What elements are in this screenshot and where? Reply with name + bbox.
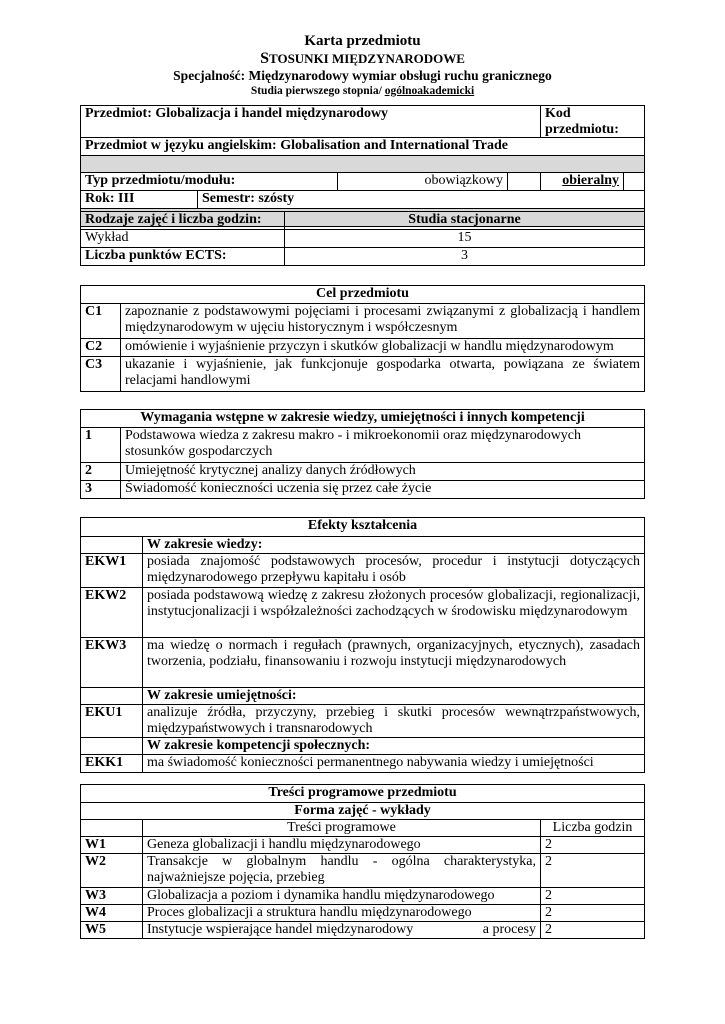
lecture-hours: 15 — [285, 230, 645, 248]
study-level-prefix: Studia pierwszego stopnia/ — [250, 85, 385, 97]
card-title: Karta przedmiotu — [304, 33, 421, 49]
lecture-label: Wykład — [81, 230, 285, 248]
goal-code: C2 — [81, 339, 121, 357]
program-content-left: Instytucje wspierające handel międzynarodowy — [147, 922, 414, 937]
program-table — [80, 784, 645, 939]
program-code-header-empty — [81, 820, 143, 837]
outcome-code: EKK1 — [81, 755, 143, 773]
program-content: Transakcje w globalnym handlu - ogólna charakterystyka, najważniejsze pojęcia, przebieg — [143, 854, 541, 888]
subject-info-table — [80, 105, 645, 227]
goal-text: ukazanie i wyjaśnienie, jak funkcjonuje gospodarka otwarta, powiązana ze światem relacjami handlowymi — [121, 357, 645, 392]
study-profile: ogólnoakademicki — [384, 85, 475, 97]
requirement-text: Świadomość konieczności uczenia się przez całe życie — [121, 481, 645, 499]
outcome-code: EKW1 — [81, 554, 143, 588]
subject-title — [0, 50, 725, 68]
outcome-code-empty — [81, 738, 143, 755]
hours-table — [80, 211, 645, 266]
goal-text: omówienie i wyjaśnienie przyczyn i skutków globalizacji w handlu międzynarodowym — [121, 339, 645, 357]
subject-name: Przedmiot: Globalizacja i handel międzynarodowy — [81, 106, 541, 138]
outcome-code-empty — [81, 688, 143, 705]
type-elective-checkbox — [624, 173, 645, 191]
skills-header: W zakresie umiejętności: — [143, 688, 645, 705]
program-hours: 2 — [541, 922, 645, 939]
outcome-code-empty — [81, 537, 143, 554]
type-label: Typ przedmiotu/modułu: — [81, 173, 338, 191]
program-content-right: a procesy — [482, 922, 536, 937]
goal-code: C1 — [81, 304, 121, 339]
outcome-text: ma świadomość konieczności permanentnego nabywania wiedzy i umiejętności — [143, 755, 645, 773]
semester: Semestr: szósty — [198, 191, 645, 209]
requirements-table — [80, 409, 645, 499]
study-mode: Studia stacjonarne — [285, 212, 645, 230]
type-mandatory: obowiązkowy — [338, 173, 508, 191]
requirement-code: 1 — [81, 428, 121, 463]
program-code: W1 — [81, 837, 143, 854]
program-hours: 2 — [541, 837, 645, 854]
program-hours: 2 — [541, 888, 645, 905]
outcome-text: posiada podstawową wiedzę z zakresu złożonych procesów globalizacji, regionalizacji, instytucjonalizacji i współzależności zachodzących w środowisku międzynarodowym — [143, 588, 645, 638]
program-form: Forma zajęć - wykłady — [81, 803, 645, 820]
goal-text: zapoznanie z podstawowymi pojęciami i procesami związanymi z globalizacją i handlem międzynarodowym w ujęciu historycznym i współczesnym — [121, 304, 645, 339]
requirement-code: 2 — [81, 463, 121, 481]
outcome-text: ma wiedzę o normach i regułach (prawnych, organizacyjnych, etycznych), zasadach tworzenia, podziału, finansowaniu i rozwoju instytucji międzynarodowych — [143, 638, 645, 688]
program-content: Geneza globalizacji i handlu międzynarodowego — [143, 837, 541, 854]
requirement-text: Podstawowa wiedza z zakresu makro - i mikroekonomii oraz międzynarodowych stosunków gospodarczych — [121, 428, 645, 463]
goals-title: Cel przedmiotu — [81, 286, 645, 304]
subject-code-label: Kod przedmiotu: — [541, 106, 645, 138]
specialization: Specjalność: Międzynarodowy wymiar obsługi ruchu granicznego — [173, 68, 552, 83]
program-content — [143, 922, 541, 939]
subject-english: Przedmiot w języku angielskim: Globalisation and International Trade — [81, 138, 645, 156]
study-level — [0, 85, 725, 97]
program-content-header: Treści programowe — [143, 820, 541, 837]
program-code: W5 — [81, 922, 143, 939]
outcomes-title: Efekty kształcenia — [81, 518, 645, 537]
requirement-text: Umiejętność krytycznej analizy danych źródłowych — [121, 463, 645, 481]
outcome-text: posiada znajomość podstawowych procesów, procedur i instytucji dotyczących międzynarodowego przepływu kapitału i osób — [143, 554, 645, 588]
social-header: W zakresie kompetencji społecznych: — [143, 738, 645, 755]
outcome-text: analizuje źródła, przyczyny, przebieg i skutki procesów wewnątrzpaństwowych, międzypaństwowych i transnarodowych — [143, 705, 645, 738]
program-code: W4 — [81, 905, 143, 922]
requirement-code: 3 — [81, 481, 121, 499]
ects-value: 3 — [285, 248, 645, 266]
outcomes-table — [80, 517, 645, 773]
program-code: W3 — [81, 888, 143, 905]
year: Rok: III — [81, 191, 198, 209]
subject-title-rest: TOSUNKI MIĘDZYNARODOWE — [269, 51, 465, 66]
grey-separator — [81, 156, 645, 173]
subject-title-first: S — [260, 50, 270, 67]
outcome-code: EKW2 — [81, 588, 143, 638]
program-hours: 2 — [541, 905, 645, 922]
program-hours: 2 — [541, 854, 645, 888]
type-mandatory-checkbox — [508, 173, 541, 191]
program-content: Proces globalizacji a struktura handlu międzynarodowego — [143, 905, 541, 922]
goal-code: C3 — [81, 357, 121, 392]
classes-label: Rodzaje zajęć i liczba godzin: — [81, 212, 285, 230]
program-title: Treści programowe przedmiotu — [81, 785, 645, 803]
program-code: W2 — [81, 854, 143, 888]
type-elective: obieralny — [541, 173, 624, 191]
program-hours-header: Liczba godzin — [541, 820, 645, 837]
program-content: Globalizacja a poziom i dynamika handlu międzynarodowego — [143, 888, 541, 905]
knowledge-header: W zakresie wiedzy: — [143, 537, 645, 554]
ects-label: Liczba punktów ECTS: — [81, 248, 285, 266]
outcome-code: EKW3 — [81, 638, 143, 688]
requirements-title: Wymagania wstępne w zakresie wiedzy, umiejętności i innych kompetencji — [81, 410, 645, 428]
goals-table — [80, 285, 645, 392]
outcome-code: EKU1 — [81, 705, 143, 738]
